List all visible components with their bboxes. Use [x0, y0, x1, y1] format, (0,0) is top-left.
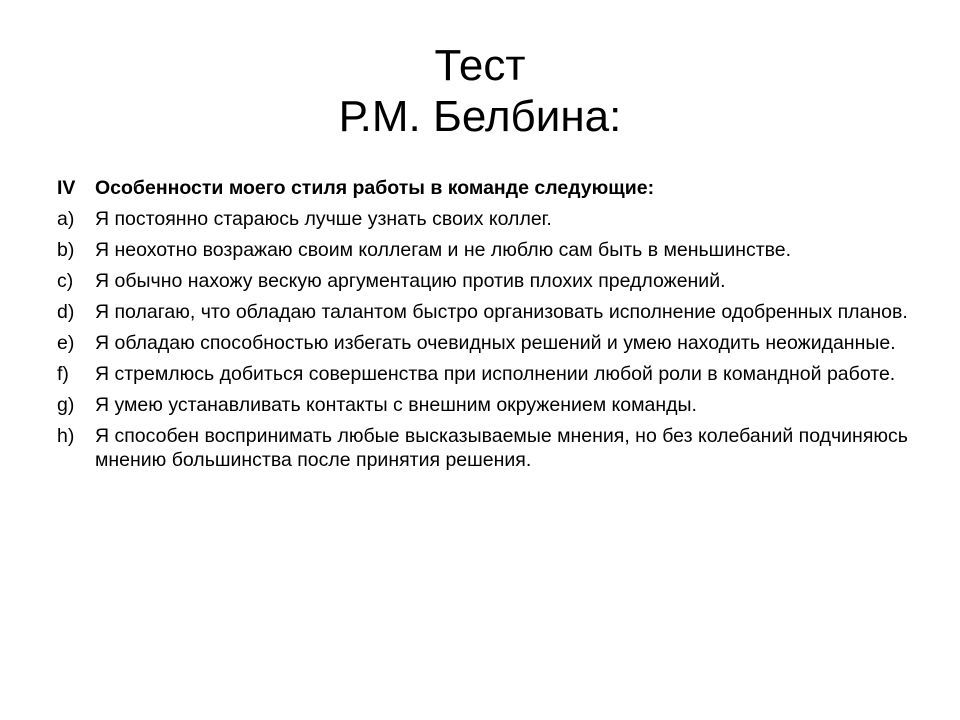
- option-item-a: [57, 207, 917, 231]
- option-marker: c): [57, 270, 74, 292]
- slide-title: [0, 40, 960, 142]
- section-heading-text: Особенности моего стиля работы в команде следующие:: [95, 177, 655, 199]
- option-item-c: [57, 269, 917, 293]
- option-marker: a): [57, 208, 75, 230]
- option-marker: g): [57, 394, 75, 416]
- question-list: [57, 176, 917, 479]
- option-marker: b): [57, 239, 75, 261]
- option-text: Я постоянно стараюсь лучше узнать своих коллег.: [95, 208, 552, 230]
- option-text: Я стремлюсь добиться совершенства при исполнении любой роли в командной работе.: [95, 363, 896, 385]
- option-marker: f): [57, 363, 69, 385]
- section-marker: IV: [57, 177, 76, 199]
- option-item-d: [57, 300, 917, 324]
- option-item-b: [57, 238, 917, 262]
- option-item-e: [57, 331, 917, 355]
- option-text: Я способен воспринимать любые высказываемые мнения, но без колебаний подчиняюсь мнению большинства после принятия решения.: [95, 425, 908, 471]
- option-item-f: [57, 362, 917, 386]
- option-text: Я неохотно возражаю своим коллегам и не люблю сам быть в меньшинстве.: [95, 239, 792, 261]
- option-text: Я обычно нахожу вескую аргументацию против плохих предложений.: [95, 270, 726, 292]
- option-item-h: [57, 424, 917, 472]
- option-item-g: [57, 393, 917, 417]
- title-line-1: Тест: [434, 41, 526, 90]
- option-marker: d): [57, 301, 75, 323]
- option-text: Я полагаю, что обладаю талантом быстро организовать исполнение одобренных планов.: [95, 301, 908, 323]
- option-text: Я умею устанавливать контакты с внешним окружением команды.: [95, 394, 697, 416]
- section-heading: [57, 176, 917, 200]
- option-marker: h): [57, 425, 75, 447]
- option-marker: e): [57, 332, 75, 354]
- title-line-2: Р.М. Белбина:: [338, 92, 622, 141]
- option-text: Я обладаю способностью избегать очевидных решений и умею находить неожиданные.: [95, 332, 896, 354]
